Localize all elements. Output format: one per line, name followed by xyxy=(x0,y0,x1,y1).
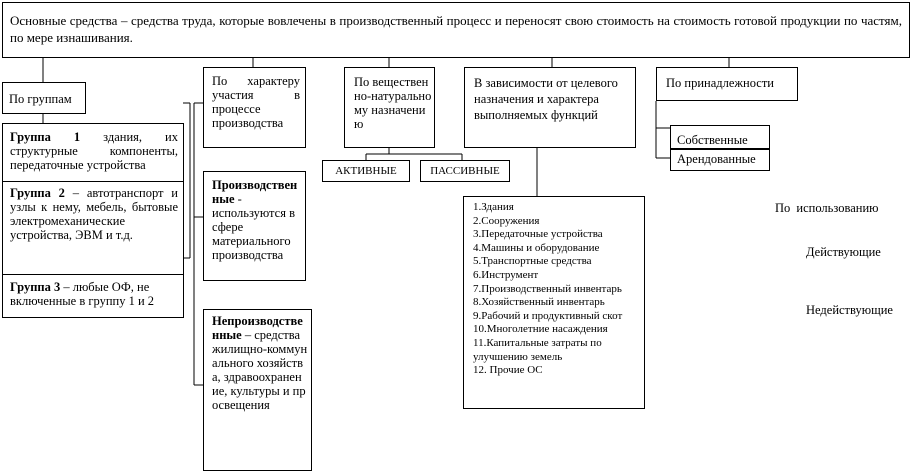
group-divider-2 xyxy=(3,274,183,275)
purpose-item: 11.Капитальные затраты по улучшению земель xyxy=(473,336,602,363)
purpose-item: 7.Производственный инвентарь xyxy=(473,282,622,295)
ownership-leased-label: Арендованные xyxy=(677,152,756,166)
participation-productive xyxy=(203,171,306,281)
purpose-item: 6.Инструмент xyxy=(473,268,539,281)
groups-panel xyxy=(2,123,184,318)
purpose-item: 10.Многолетние насаждения xyxy=(473,323,608,336)
purpose-item: 12. Прочие ОС xyxy=(473,364,543,377)
group-divider-1 xyxy=(3,181,183,182)
purpose-item: 1.Здания xyxy=(473,201,514,213)
ownership-own xyxy=(670,125,770,149)
participation-nonproductive-desc: – средства жилищно-коммунального хозяйства, здравоохранение, культуры и просвещения xyxy=(212,328,308,412)
material-passive xyxy=(420,160,510,182)
participation-nonproductive-name: Непроизводственные xyxy=(212,314,303,342)
category-ownership xyxy=(656,67,798,101)
title-text: Основные средства – средства труда, которые вовлечены в производственный процесс и переносят свою стоимость на стоимость готовой продукции по частям, по мере изнашивания. xyxy=(10,13,902,45)
material-active xyxy=(322,160,410,182)
usage-inactive: Недействующие xyxy=(806,303,893,317)
category-material-label: По вещественно-натуральному назначению xyxy=(354,75,432,131)
category-participation-label: По характеру участия в процессе производства xyxy=(212,74,300,130)
group-1-name: Группа 1 xyxy=(10,130,81,144)
group-2-name: Группа 2 xyxy=(10,186,65,200)
ownership-leased xyxy=(670,149,770,171)
material-active-label: АКТИВНЫЕ xyxy=(335,165,397,177)
purpose-item: 8.Хозяйственный инвентарь xyxy=(473,296,605,309)
category-groups xyxy=(2,82,86,114)
category-purpose xyxy=(464,67,636,148)
purpose-item: 3.Передаточные устройства xyxy=(473,228,603,241)
group-1 xyxy=(10,130,178,172)
purpose-item: 5.Транспортные средства xyxy=(473,255,592,268)
material-passive-label: ПАССИВНЫЕ xyxy=(430,165,500,177)
group-3-name: Группа 3 xyxy=(10,280,61,294)
category-usage-label: По использованию xyxy=(775,201,879,215)
purpose-list xyxy=(463,196,645,409)
group-2-text: – автотранспорт и узлы к нему, мебель, бытовые электромеханические устройства, ЭВМ и т.д. xyxy=(10,186,178,242)
group-1-text: здания, их структурные компоненты, передаточные устройства xyxy=(10,130,178,172)
participation-nonproductive-text xyxy=(212,314,308,412)
purpose-item: 2.Сооружения xyxy=(473,214,540,227)
category-participation xyxy=(203,67,306,148)
category-groups-label: По группам xyxy=(9,92,72,106)
purpose-items xyxy=(473,201,641,378)
category-material xyxy=(344,67,435,148)
category-purpose-label: В зависимости от целевого назначения и характера выполняемых функций xyxy=(474,76,618,122)
group-2 xyxy=(10,186,178,242)
participation-productive-desc: - используются в сфере материального производства xyxy=(212,192,295,262)
purpose-item: 4.Машины и оборудование xyxy=(473,241,600,254)
ownership-own-label: Собственные xyxy=(677,133,748,147)
group-3 xyxy=(10,280,178,308)
participation-productive-text xyxy=(212,178,302,262)
category-ownership-label: По принадлежности xyxy=(666,76,775,90)
group-3-text: – любые ОФ, не включенные в группу 1 и 2 xyxy=(10,280,155,308)
usage-active: Действующие xyxy=(806,245,881,259)
title-box xyxy=(2,2,910,58)
participation-productive-name: Производственные xyxy=(212,178,298,206)
participation-nonproductive xyxy=(203,309,312,471)
purpose-item: 9.Рабочий и продуктивный скот xyxy=(473,309,623,322)
